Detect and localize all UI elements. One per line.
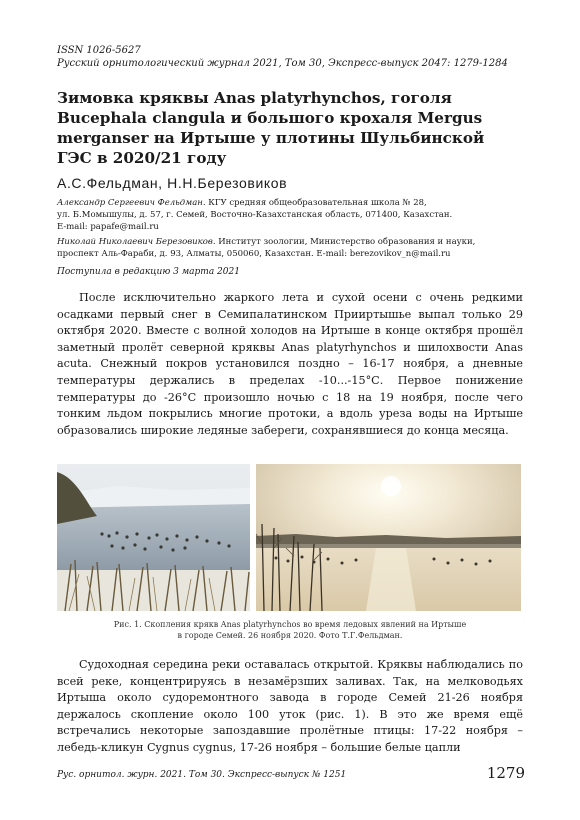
affiliation-2-line1: . Институт зоологии, Министерство образования и науки, (212, 237, 476, 247)
title-line-4: ГЭС в 2020/21 году (57, 149, 227, 167)
affiliation-2 (57, 236, 527, 260)
affiliation-1-line2: ул. Б.Момышулы, д. 57, г. Семей, Восточно-Казахстанская область, 071400, Казахстан. (57, 210, 453, 220)
winter-river-photo-left (57, 464, 250, 611)
footer-citation: Рус. орнитол. журн. 2021. Том 30. Экспресс-выпуск № 1251 (57, 770, 347, 780)
authors: А.С.Фельдман, Н.Н.Березовиков (57, 175, 288, 191)
affiliation-1-name: Александр Сергеевич Фельдман (57, 198, 203, 208)
issn: ISSN 1026-5627 (57, 45, 141, 56)
page-number: 1279 (486, 764, 525, 782)
body-paragraph-1: После исключительно жаркого лета и сухой осени с очень редкими осадками первый снег в Семипалатинском Прииртышье выпал только 29 октября 2020. Вместе с волной холодов на Иртыше в конце октября прошёл заметный пролёт северной кряквы Anas platyrhynchos и шилохвости Anas acuta. Снежный покров установился поздно – 16-17 ноября, а дневные температуры держались в пределах -10...-15°С. Первое понижение температуры до -26°С произошло ночью с 18 на 19 ноября, после чего тонким льдом покрылись многие протоки, а вдоль уреза воды на Иртыше образовались широкие ледяные забереги, сохранявшиеся до конца месяца. (57, 291, 523, 437)
article-title (57, 88, 527, 168)
caption-line-1: Рис. 1. Скопления крякв Anas platyrhynchos во время ледовых явлений на Иртыше (113, 620, 467, 629)
title-line-3: merganser на Иртыше у плотины Шульбинской (57, 129, 485, 147)
affiliation-1 (57, 197, 527, 233)
affiliation-1-line1: . КГУ средняя общеобразовательная школа № 28, (202, 198, 427, 208)
caption-line-2: в городе Семей. 26 ноября 2020. Фото Т.Г.Фельдман. (177, 631, 403, 640)
photo-left (57, 464, 250, 611)
journal-citation: Русский орнитологический журнал 2021, Том 30, Экспресс-выпуск 2047: 1279-1284 (57, 58, 508, 69)
journal-header (57, 44, 527, 70)
body-paragraph-2: Судоходная середина реки оставалась открытой. Кряквы наблюдались по всей реке, концентрируясь в незамёрзших заливах. Так, на мелководьях Иртыша около судоремонтного завода в городе Семей 21-26 ноября держалось скопление около 100 уток (рис. 1). В это же время ещё встречались некоторые запоздавшие пролётные птицы: 17-22 ноября – лебедь-кликун Cygnus cygnus, 17-26 ноября – большие белые цапли (57, 658, 523, 754)
title-line-2: Bucephala clangula и большого крохаля Mergus (57, 109, 483, 127)
figure-caption (57, 619, 523, 641)
affiliation-2-line2: проспект Аль-Фараби, д. 93, Алматы, 050060, Казахстан. E-mail: berezovikov_n@mail.ru (57, 249, 451, 259)
title-line-1: Зимовка кряквы Anas platyrhynchos, гоголя (57, 89, 452, 107)
affiliation-2-name: Николай Николаевич Березовиков (57, 237, 213, 247)
winter-sunset-photo-right (256, 464, 521, 611)
affiliation-1-email: E-mail: papafe@mail.ru (57, 222, 159, 232)
received-date: Поступила в редакцию 3 марта 2021 (57, 267, 240, 277)
photo-right (256, 464, 521, 611)
